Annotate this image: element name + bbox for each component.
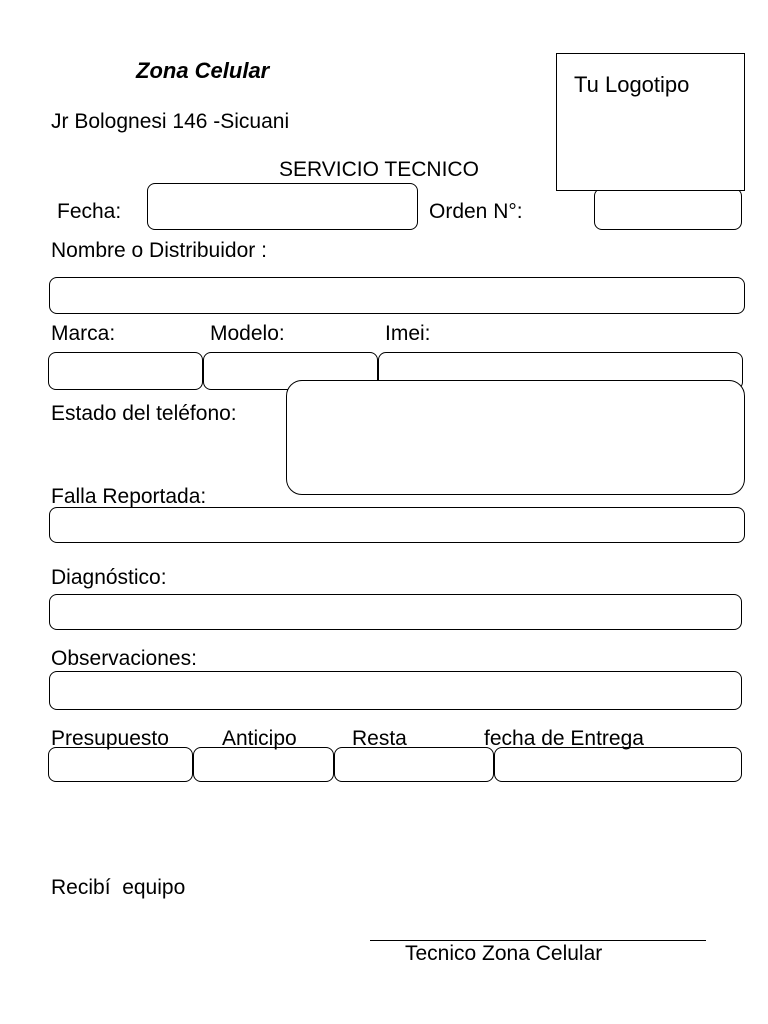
observaciones-field[interactable] — [49, 671, 742, 710]
falla-label: Falla Reportada: — [51, 485, 207, 508]
logo-placeholder — [556, 53, 745, 191]
estado-label: Estado del teléfono: — [51, 402, 237, 425]
signature-line — [370, 940, 706, 941]
nombre-label: Nombre o Distribuidor : — [51, 239, 267, 262]
resta-label: Resta — [352, 727, 407, 750]
entrega-field[interactable] — [494, 747, 742, 782]
falla-field[interactable] — [49, 507, 745, 543]
observaciones-label: Observaciones: — [51, 647, 197, 670]
business-name: Zona Celular — [136, 58, 270, 83]
modelo-label: Modelo: — [210, 322, 285, 345]
entrega-label: fecha de Entrega — [484, 727, 644, 750]
orden-label: Orden N°: — [429, 200, 523, 223]
diagnostico-label: Diagnóstico: — [51, 566, 167, 589]
orden-field[interactable] — [594, 188, 742, 230]
page-title: SERVICIO TECNICO — [279, 158, 479, 181]
address: Jr Bolognesi 146 -Sicuani — [51, 110, 290, 133]
marca-label: Marca: — [51, 322, 116, 345]
anticipo-field[interactable] — [193, 747, 334, 782]
logo-placeholder-text: Tu Logotipo — [574, 72, 690, 97]
diagnostico-field[interactable] — [49, 594, 742, 630]
resta-field[interactable] — [334, 747, 494, 782]
received-label: Recibí equipo — [51, 876, 186, 899]
presupuesto-field[interactable] — [48, 747, 193, 782]
marca-field[interactable] — [48, 352, 203, 390]
presupuesto-label: Presupuesto — [51, 727, 169, 750]
estado-field[interactable] — [286, 380, 745, 495]
signature-label: Tecnico Zona Celular — [405, 942, 603, 965]
anticipo-label: Anticipo — [222, 727, 297, 750]
imei-label: Imei: — [385, 322, 431, 345]
fecha-label: Fecha: — [57, 200, 122, 223]
fecha-field[interactable] — [147, 183, 418, 230]
nombre-field[interactable] — [49, 277, 745, 314]
